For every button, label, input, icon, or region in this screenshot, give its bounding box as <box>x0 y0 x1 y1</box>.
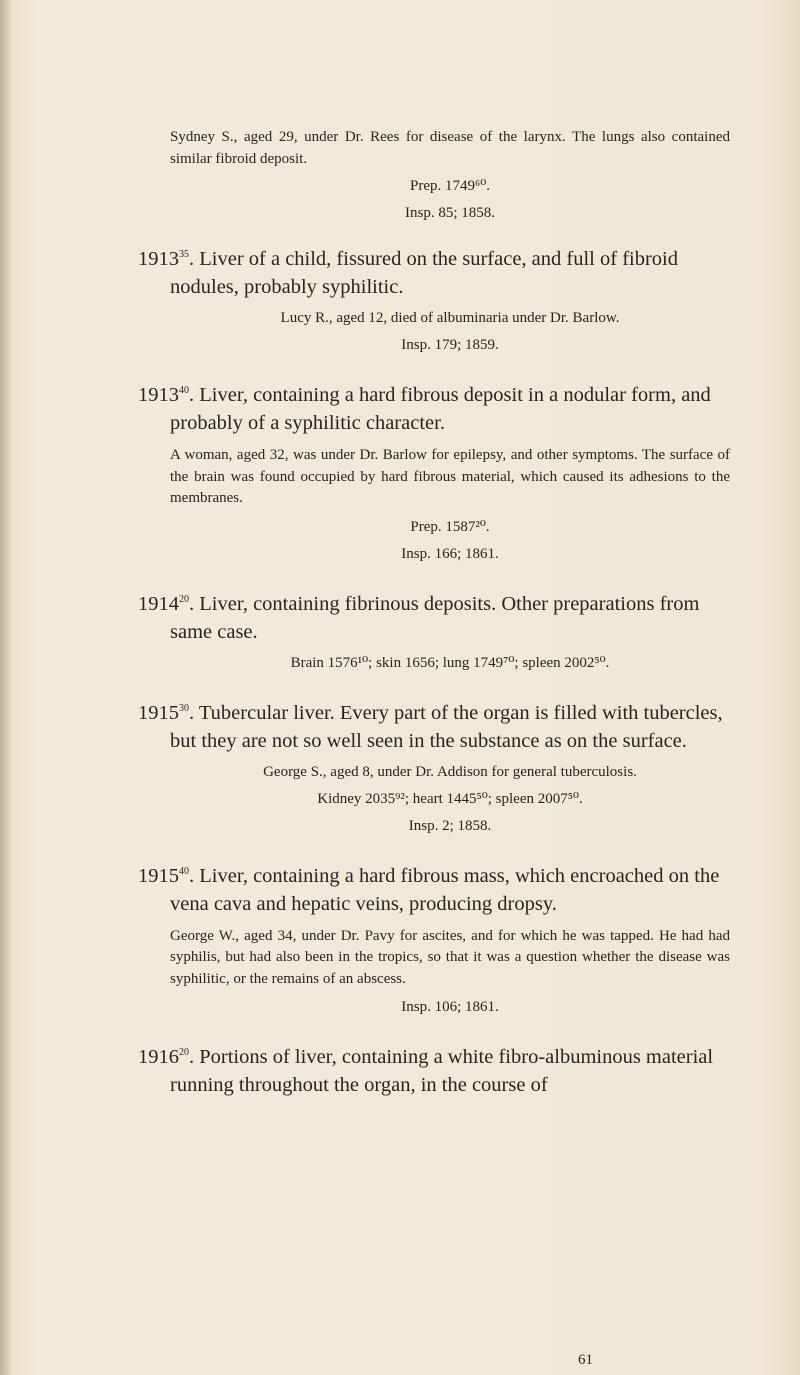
entry-reference: Insp. 179; 1859. <box>401 337 499 353</box>
entry-reference: Brain 1576¹⁰; skin 1656; lung 1749⁷⁰; spleen 2002⁵⁰. <box>290 654 610 671</box>
entry-number-sup: 30 <box>179 702 189 714</box>
entry-number-sup: 20 <box>179 593 189 605</box>
book-spine-shadow <box>0 0 10 1375</box>
entry-reference: Insp. 2; 1858. <box>408 817 492 834</box>
catalogue-entry <box>138 245 730 356</box>
entry-heading <box>138 590 730 646</box>
entry-number: 1913 <box>138 248 179 270</box>
entry-heading <box>138 245 730 301</box>
entry-reference: Kidney 2035⁹²; heart 1445⁵⁰; spleen 2007⁵⁰. <box>317 790 583 807</box>
entry-number-sup: 40 <box>179 865 189 877</box>
entry-title: . Tubercular liver. Every part of the organ is filled with tubercles, but they are not so well seen in the substance as on the surface. <box>170 701 723 752</box>
entry-heading <box>138 862 730 918</box>
entry-description: George S., aged 8, under Dr. Addison for general tuberculosis. <box>263 763 637 780</box>
entry-reference: Prep. 1587²⁰. <box>410 518 490 535</box>
entry-number: 1916 <box>138 1046 179 1068</box>
entry-description: Lucy R., aged 12, died of albuminaria under Dr. Barlow. <box>280 310 620 326</box>
entry-heading <box>138 699 730 755</box>
catalogue-entry <box>138 699 730 837</box>
intro-prep: Prep. 1749⁶⁰. <box>410 178 490 194</box>
entry-reference: Insp. 166; 1861. <box>401 545 499 562</box>
entry-title: . Portions of liver, containing a white fibro-albuminous material running throughout the organ, in the course of <box>170 1046 714 1096</box>
entry-number-sup: 35 <box>179 249 189 261</box>
entry-title: . Liver, containing a hard fibrous mass, which encroached on the vena cava and hepatic veins, producing dropsy. <box>170 864 720 915</box>
entry-number: 1915 <box>138 864 179 887</box>
entry-number: 1914 <box>138 592 179 615</box>
catalogue-entry <box>138 381 730 565</box>
entry-heading <box>138 1043 730 1099</box>
entry-number: 1913 <box>138 384 179 406</box>
entry-title: . Liver, containing fibrinous deposits. Other preparations from same case. <box>170 592 700 643</box>
catalogue-entry <box>138 1043 730 1099</box>
entry-number-sup: 20 <box>179 1047 189 1059</box>
page-number: 61 <box>578 1352 593 1368</box>
entry-description: George W., aged 34, under Dr. Pavy for ascites, and for which he was tapped. He had had syphilis, but had also been in the tropics, so that it was a question whether the disease was syphilitic, or the remains of an abscess. <box>170 927 730 987</box>
entry-title: . Liver of a child, fissured on the surface, and full of fibroid nodules, probably syphilitic. <box>170 248 678 298</box>
entry-heading <box>138 381 730 437</box>
entry-number: 1915 <box>138 701 179 724</box>
entry-title: . Liver, containing a hard fibrous deposit in a nodular form, and probably of a syphilitic character. <box>170 384 711 434</box>
entry-number-sup: 40 <box>179 385 189 397</box>
page-content <box>138 126 730 1105</box>
catalogue-entry <box>138 862 730 1019</box>
catalogue-entry <box>138 590 730 674</box>
intro-text: Sydney S., aged 29, under Dr. Rees for disease of the larynx. The lungs also contained similar fibroid deposit. <box>170 129 730 167</box>
entry-reference: Insp. 106; 1861. <box>401 999 499 1015</box>
entry-description: A woman, aged 32, was under Dr. Barlow for epilepsy, and other symptoms. The surface of the brain was found occupied by hard fibrous material, which caused its adhesions to the membranes. <box>170 447 730 506</box>
intro-insp: Insp. 85; 1858. <box>405 205 495 221</box>
